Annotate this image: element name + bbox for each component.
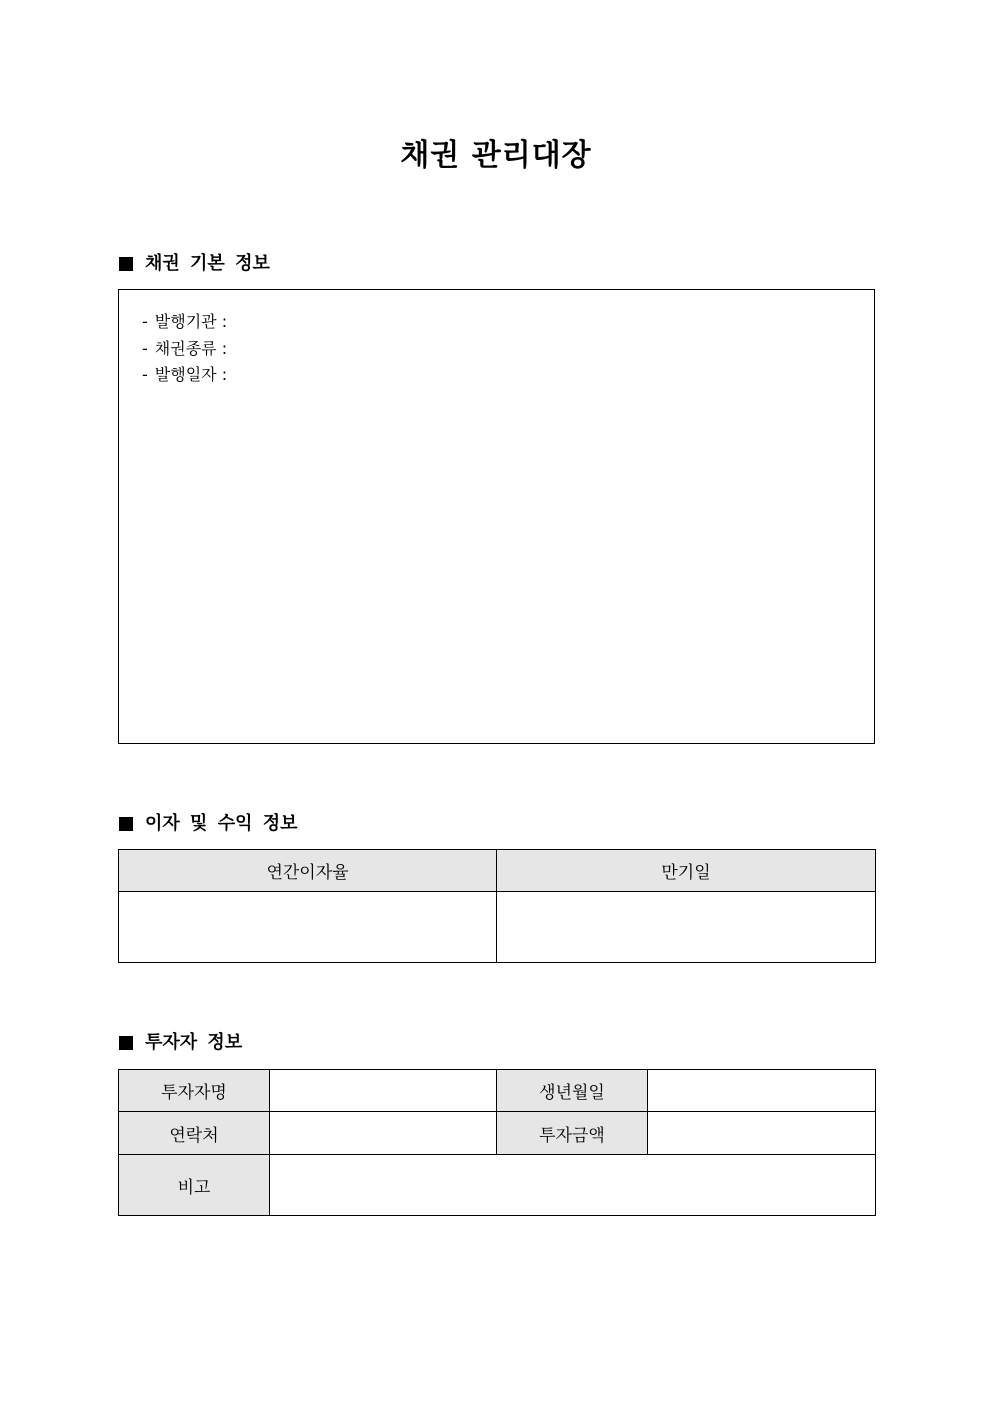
- table-row: [119, 850, 876, 892]
- table-row: [119, 1112, 876, 1155]
- list-dash: -: [142, 338, 148, 358]
- interest-table: [118, 849, 876, 963]
- note-label: 비고: [119, 1155, 270, 1216]
- maturity-date-field[interactable]: [497, 892, 876, 963]
- basic-info-item-date: [142, 362, 227, 389]
- basic-info-item-issuer: [142, 309, 227, 336]
- issuer-label: 발행기관 :: [154, 312, 228, 331]
- square-bullet-icon: [119, 257, 133, 271]
- investor-info-heading-label: 투자자 정보: [145, 1032, 243, 1053]
- investment-amount-field[interactable]: [648, 1112, 876, 1155]
- document-title: 채권 관리대장: [400, 138, 592, 173]
- annual-rate-field[interactable]: [119, 892, 497, 963]
- interest-info-heading-label: 이자 및 수익 정보: [145, 813, 298, 834]
- birth-date-label: 생년월일: [497, 1070, 648, 1112]
- note-field[interactable]: [270, 1155, 876, 1216]
- investor-name-field[interactable]: [270, 1070, 497, 1112]
- annual-rate-header: 연간이자율: [119, 850, 497, 892]
- investor-name-label: 투자자명: [119, 1070, 270, 1112]
- investment-amount-label: 투자금액: [497, 1112, 648, 1155]
- basic-info-box: [118, 289, 875, 744]
- issue-date-label: 발행일자 :: [154, 365, 228, 384]
- basic-info-list: [142, 309, 227, 389]
- contact-field[interactable]: [270, 1112, 497, 1155]
- contact-label: 연락처: [119, 1112, 270, 1155]
- interest-info-heading: [119, 812, 298, 836]
- birth-date-field[interactable]: [648, 1070, 876, 1112]
- bond-type-label: 채권종류 :: [154, 338, 228, 358]
- square-bullet-icon: [119, 1036, 133, 1050]
- basic-info-heading: [119, 252, 270, 276]
- table-row: [119, 892, 876, 963]
- investor-table: [118, 1069, 876, 1216]
- square-bullet-icon: [119, 817, 133, 831]
- basic-info-item-type: [142, 336, 227, 363]
- maturity-date-header: 만기일: [497, 850, 876, 892]
- table-row: [119, 1155, 876, 1216]
- list-dash: -: [142, 312, 148, 331]
- list-dash: -: [142, 365, 148, 384]
- investor-info-heading: [119, 1031, 242, 1055]
- basic-info-heading-label: 채권 기본 정보: [145, 253, 270, 274]
- table-row: [119, 1070, 876, 1112]
